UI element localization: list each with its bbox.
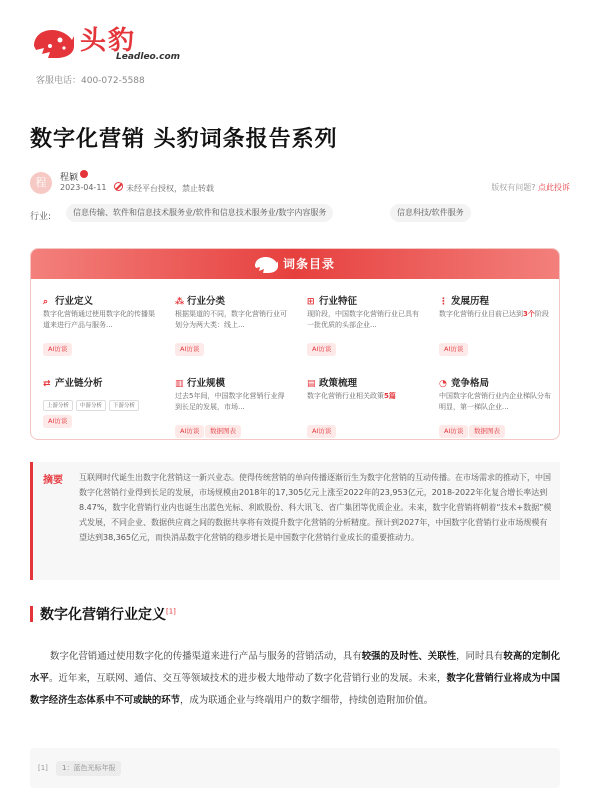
avatar[interactable]: 程 — [30, 172, 52, 194]
bar-chart-icon: ▥ — [175, 379, 184, 389]
chain-subtags — [43, 392, 142, 409]
leopard-icon — [253, 254, 279, 274]
section-title: 数字化营销行业定义[1] — [40, 607, 176, 623]
chart-dots-icon: ⊞ — [307, 297, 315, 307]
service-hotline: 客服电话：400-072-5588 — [36, 76, 145, 86]
toc-item-desc: 数字化营销行业目前已达到3个阶段 — [439, 310, 549, 318]
abstract-box — [30, 462, 560, 580]
industry-tag[interactable]: 信息传输、软件和信息技术服务业/软件和信息技术服务业/数字内容服务 — [66, 204, 333, 222]
abstract-text: 互联网时代诞生出数字化营销这一新兴业态。使得传统营销的单向传播逐渐衍生为数字化营销的互动传播。在市场需求的推动下，中国数字化营销行业得到长足的发展，市场规模由2018年的17,305亿元上涨至2022年的23,953亿元，2018-2022年化复合增长率达到8.47%，数字化营销行业内也诞生出蓝色光标、利欧股份、科大讯飞、省广集团等优质企业。未来，数字化营销将朝着“技术+数据”模式发展，不同企业、数据供应商之间的数据共享将有效提升数字化营销的分析精度。预计到2027年，中国数字化营销行业市场规模有望达到38,365亿元，而快消品数字化营销的稳步增长是中国数字化营销行业成长的重要推动力。 — [79, 473, 552, 542]
ai-interview-button[interactable]: AI访谈 — [43, 343, 72, 356]
hierarchy-icon: ⁂ — [175, 297, 185, 307]
toc-item-title: ▤ 政策梳理 — [307, 378, 358, 389]
ban-icon — [114, 182, 123, 191]
timeline-icon: ⋮ — [439, 297, 448, 307]
toc-item-title: ⋮ 发展历程 — [439, 296, 490, 307]
chain-subtag[interactable]: 中游分析 — [76, 400, 106, 411]
abstract-label: 摘要 — [43, 475, 63, 486]
toc-card — [30, 248, 560, 440]
site-logo[interactable] — [28, 18, 181, 66]
page-title: 数字化营销 头豹词条报告系列 — [30, 127, 338, 152]
toc-item-history[interactable] — [439, 293, 557, 369]
toc-item-policy[interactable] — [307, 375, 425, 440]
search-doc-icon: ⌕ — [43, 297, 49, 307]
industry-label: 行业: — [30, 212, 52, 222]
toc-item-desc: 现阶段，中国数字化营销行业已具有一批优质的头部企业... — [307, 310, 419, 329]
policy-doc-icon: ▤ — [307, 379, 316, 389]
ai-interview-button[interactable]: AI访谈 — [43, 415, 72, 428]
verified-badge-icon — [80, 170, 88, 178]
toc-title: 词条目录 — [283, 257, 336, 271]
toc-item-title: ▥ 行业规模 — [175, 378, 226, 389]
toc-item-desc: 数字化营销行业相关政策5篇 — [307, 392, 396, 400]
copyright-notice: 未经平台授权，禁止转载 — [126, 184, 214, 193]
pie-chart-icon: ◔ — [439, 379, 447, 389]
section-marker — [30, 606, 33, 622]
toc-item-classification[interactable] — [175, 293, 293, 369]
toc-item-definition[interactable] — [43, 293, 161, 369]
post-date: 2023-04-11 — [60, 183, 107, 192]
ai-interview-button[interactable]: AI访谈 — [175, 343, 204, 356]
toc-item-desc: 过去5年间，中国数字化营销行业得到长足的发展，市场... — [175, 392, 285, 411]
copyright-question-text: 版权有问题? — [491, 183, 536, 192]
toc-item-desc: 根据渠道的不同，数字化营销行业可划分为两大类：线上... — [175, 310, 287, 329]
industry-row — [30, 204, 570, 224]
reference-box — [30, 748, 560, 788]
copyright-question — [491, 182, 570, 193]
toc-item-title: ⁂ 行业分类 — [175, 296, 226, 307]
data-chart-button[interactable]: 数据图表 — [469, 425, 505, 438]
toc-header — [31, 249, 559, 279]
toc-item-chain-analysis[interactable] — [43, 375, 161, 440]
report-link[interactable]: 点此投诉 — [538, 183, 570, 192]
footnote-ref[interactable]: [1] — [166, 607, 176, 616]
ai-interview-button[interactable]: AI访谈 — [439, 425, 468, 438]
toc-item-desc: 数字化营销通过使用数字化的传播渠道来进行产品与服务... — [43, 310, 155, 329]
ai-interview-button[interactable]: AI访谈 — [307, 343, 336, 356]
data-chart-button[interactable]: 数据图表 — [205, 425, 241, 438]
toc-item-title: ⊞ 行业特征 — [307, 296, 358, 307]
leopard-logo-icon — [30, 24, 76, 60]
reference-number: [1] — [38, 764, 48, 772]
toc-item-title: ⌕ 行业定义 — [43, 296, 94, 307]
reference-source[interactable]: 1：蓝色光标年报 — [56, 761, 121, 776]
toc-item-title: ◔ 竞争格局 — [439, 378, 490, 389]
toc-item-title: ⇄ 产业链分析 — [43, 378, 103, 389]
ai-interview-button[interactable]: AI访谈 — [175, 425, 204, 438]
industry-tag[interactable]: 信息科技/软件服务 — [390, 204, 471, 222]
ai-interview-button[interactable]: AI访谈 — [307, 425, 336, 438]
logo-text-cn: 头豹 — [80, 26, 137, 56]
chain-subtag[interactable]: 上游分析 — [43, 400, 73, 411]
author-row — [30, 170, 570, 196]
toc-item-desc: 中国数字化营销行业内企业梯队分布明显，第一梯队企业... — [439, 392, 551, 411]
toc-item-market-size[interactable] — [175, 375, 293, 440]
chain-subtag[interactable]: 下游分析 — [109, 400, 139, 411]
author-name[interactable]: 程颖 — [60, 173, 79, 183]
toc-item-features[interactable] — [307, 293, 425, 369]
chain-icon: ⇄ — [43, 379, 51, 389]
definition-paragraph: 数字化营销通过使用数字化的传播渠道来进行产品与服务的营销活动，具有较强的及时性、关联性，同时具有较高的定制化水平。近年来，互联网、通信、交互等领域技术的进步极大地带动了数字化营销行业的发展。未来，数字化营销行业将成为中国数字经济生态体系中不可或缺的环节，成为联通企业与终端用户的数字细带，持续创造附加价值。 — [30, 651, 560, 706]
logo-text-en: Leadleo.com — [116, 52, 181, 62]
ai-interview-button[interactable]: AI访谈 — [439, 343, 468, 356]
toc-item-competition[interactable] — [439, 375, 557, 440]
